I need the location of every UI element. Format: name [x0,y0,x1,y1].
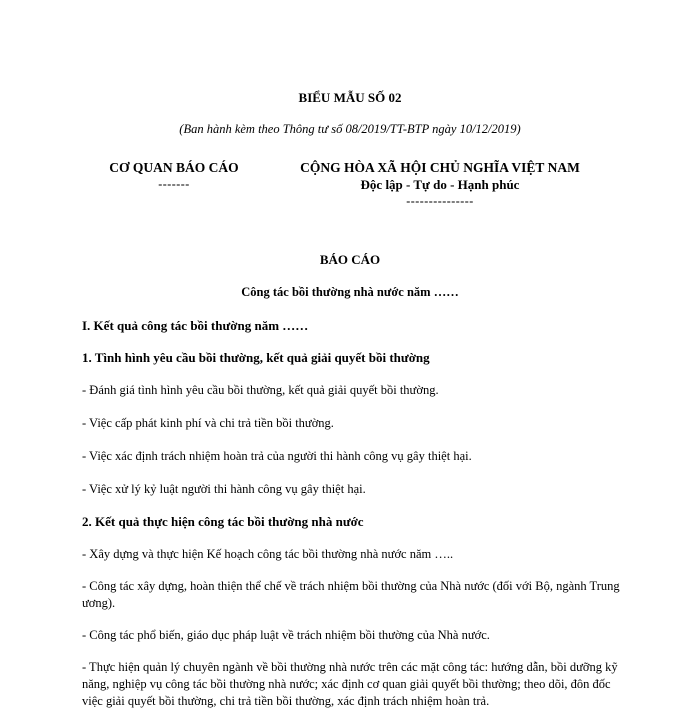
issuance-note: (Ban hành kèm theo Thông tư số 08/2019/TT-BTP ngày 10/12/2019) [179,122,521,136]
reporting-agency: CƠ QUAN BÁO CÁO [109,160,239,175]
report-title: BÁO CÁO [319,252,381,267]
subsection-heading: 1. Tình hình yêu cầu bồi thường, kết quả giải quyết bồi thường [82,350,430,365]
section-heading: I. Kết quả công tác bồi thường năm …… [82,318,309,333]
list-item: - Công tác phổ biến, giáo dục pháp luật về trách nhiệm bồi thường của Nhà nước. [82,628,490,642]
country-name: CỘNG HÒA XÃ HỘI CHỦ NGHĨA VIỆT NAM [300,160,580,175]
form-number-title: BIỂU MẪU SỐ 02 [298,90,402,105]
report-subtitle: Công tác bồi thường nhà nước năm …… [241,285,459,299]
list-item: - Công tác xây dựng, hoàn thiện thể chế về trách nhiệm bồi thường của Nhà nước (đối với Bộ, ngành Trung ương). [82,579,620,610]
agency-underline: ------- [158,177,190,191]
list-item: - Xây dựng và thực hiện Kế hoạch công tác bồi thường nhà nước năm ….. [82,547,454,561]
list-item: - Thực hiện quản lý chuyên ngành về bồi thường nhà nước trên các mặt công tác: hướng dẫn, bồi dưỡng kỹ năng, nghiệp vụ công tác bồi thường nhà nước; xác định cơ quan giải quyết bồi thường; theo dõi, đôn đốc việc giải quyết bồi thường, chi trả tiền bồi thường, xác định trách nhiệm hoàn trả. [82,660,618,708]
list-item: - Việc xử lý kỷ luật người thi hành công vụ gây thiệt hại. [82,482,366,496]
list-item: - Đánh giá tình hình yêu cầu bồi thường, kết quả giải quyết bồi thường. [82,383,439,397]
national-motto: Độc lập - Tự do - Hạnh phúc [360,177,520,192]
subsection-heading: 2. Kết quả thực hiện công tác bồi thường nhà nước [82,514,364,529]
motto-underline: --------------- [406,194,474,208]
national-header [290,160,590,209]
list-item: - Việc xác định trách nhiệm hoàn trả của người thi hành công vụ gây thiệt hại. [82,449,472,463]
list-item: - Việc cấp phát kinh phí và chi trả tiền bồi thường. [82,416,334,430]
agency-block [104,160,244,192]
